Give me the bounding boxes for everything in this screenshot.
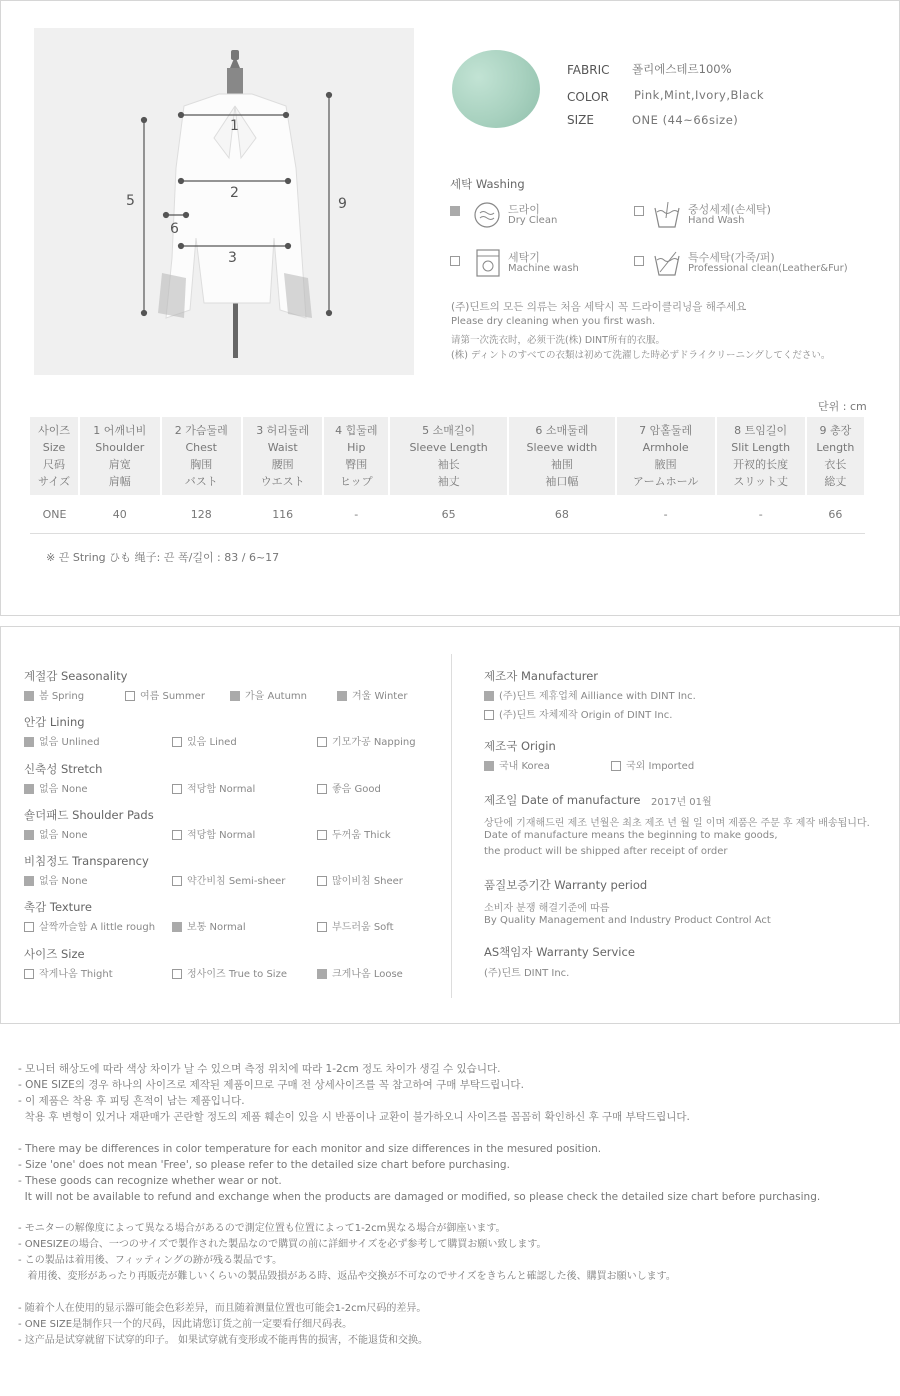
size-label: SIZE xyxy=(567,113,594,127)
warranty-note-ko: 소비자 분쟁 해결기준에 따름 xyxy=(484,903,610,914)
attribute-option xyxy=(172,826,255,841)
checkbox xyxy=(634,206,644,216)
size-value-cell: 68 xyxy=(508,495,616,534)
washing-option-dry-clean xyxy=(450,200,465,219)
attribute-group xyxy=(24,946,444,992)
size-value-cell: 128 xyxy=(161,495,242,534)
checkbox xyxy=(317,969,327,979)
header-line: サイズ xyxy=(37,475,71,488)
footer-line: - 이 제품은 착용 후 피팅 흔적이 남는 제품입니다. xyxy=(18,1095,245,1107)
header-line: 臀围 xyxy=(345,458,368,471)
option-label: 살짝까슬함 A little rough xyxy=(39,922,156,934)
header-line: Armhole xyxy=(642,441,689,454)
hand-wash-ko: 중성세제(손세탁) xyxy=(688,203,771,216)
attribute-option xyxy=(317,918,394,933)
attribute-title: 비침정도 Transparency xyxy=(24,854,149,869)
header-line: 袖围 xyxy=(550,458,573,471)
option-label: (주)딘트 제휴업체 Ailliance with DINT Inc. xyxy=(499,691,696,702)
checkbox xyxy=(317,784,327,794)
dry-clean-ko: 드라이 xyxy=(508,203,540,216)
checkbox xyxy=(24,737,34,747)
washing-option-machine-wash xyxy=(450,250,465,269)
manufacturer-option-origin xyxy=(484,706,672,721)
date-title: 제조일 Date of manufacture xyxy=(484,793,641,807)
origin-option-imported xyxy=(611,757,694,772)
blouse-illustration xyxy=(34,28,414,375)
footer-line: - 随着个人在使用的显示器可能会色彩差异，而且随着测量位置也可能会1-2cm尺码的差异。 xyxy=(18,1303,427,1314)
size-header-cell xyxy=(30,417,79,495)
measure-label-5: 5 xyxy=(126,193,135,209)
footer-line: - Size 'one' does not mean 'Free', so please refer to the detailed size chart before purchasing. xyxy=(18,1159,510,1171)
header-line: 사이즈 xyxy=(38,424,70,437)
as-value: (주)딘트 DINT Inc. xyxy=(484,968,570,979)
attribute-option xyxy=(24,965,113,980)
header-line: 肩宽 xyxy=(108,458,131,471)
footer-line: - モニターの解像度によって異なる場合があるので測定位置も位置によって1-2cm異なる場合が御座います。 xyxy=(18,1223,506,1234)
header-line: バスト xyxy=(184,475,218,488)
dry-clean-en: Dry Clean xyxy=(508,215,558,226)
fabric-label: FABRIC xyxy=(567,63,610,77)
size-header-cell xyxy=(806,417,865,495)
attribute-option xyxy=(24,826,88,841)
option-label: 봄 Spring xyxy=(39,691,85,702)
size-value: ONE (44~66size) xyxy=(632,113,739,127)
option-label: 많이비침 Sheer xyxy=(332,876,403,888)
checkbox xyxy=(317,737,327,747)
option-label: 없음 None xyxy=(39,783,88,795)
attribute-group xyxy=(24,761,444,807)
color-value: Pink,Mint,Ivory,Black xyxy=(634,88,765,102)
date-note-en-1: Date of manufacture means the beginning to make goods, xyxy=(484,830,778,841)
as-title: AS책임자 Warranty Service xyxy=(484,945,635,959)
option-label: 정사이즈 True to Size xyxy=(187,968,287,980)
header-line: Waist xyxy=(267,441,298,454)
footer-line: - この製品は着用後、フィッティングの跡が残る製品です。 xyxy=(18,1255,283,1266)
header-line: 1 어깨너비 xyxy=(93,424,147,437)
panel-divider xyxy=(451,654,452,998)
header-line: 袖丈 xyxy=(437,475,460,488)
footer-en xyxy=(18,1141,888,1205)
checkbox xyxy=(484,710,494,720)
checkbox xyxy=(172,830,182,840)
checkbox xyxy=(24,969,34,979)
footer-ko xyxy=(18,1061,888,1125)
attribute-option xyxy=(317,826,391,841)
header-line: 8 트임길이 xyxy=(734,424,788,437)
size-table xyxy=(30,417,866,534)
size-header-cell xyxy=(161,417,242,495)
size-value-cell: ONE xyxy=(30,495,79,534)
header-line: 开衩的长度 xyxy=(733,458,789,471)
header-line: 肩幅 xyxy=(108,475,131,488)
size-header-cell xyxy=(508,417,616,495)
checkbox xyxy=(125,691,135,701)
washing-option-hand-wash xyxy=(634,200,649,219)
attribute-title: 계절감 Seasonality xyxy=(24,669,128,683)
checkbox xyxy=(484,761,494,771)
attribute-option xyxy=(172,872,285,887)
header-line: Hip xyxy=(347,441,366,454)
header-line: ウエスト xyxy=(260,475,305,488)
checkbox xyxy=(172,876,182,886)
attribute-option xyxy=(24,780,88,795)
checkbox xyxy=(172,969,182,979)
fabric-value: 폴리에스테르100% xyxy=(632,62,732,76)
header-line: 2 가슴둘레 xyxy=(174,424,228,437)
checkbox xyxy=(24,691,34,701)
header-line: 6 소매둘레 xyxy=(535,424,589,437)
attribute-option xyxy=(172,965,287,980)
header-line: 9 총장 xyxy=(819,424,852,437)
size-value-cell: 40 xyxy=(79,495,160,534)
option-label: 가을 Autumn xyxy=(245,691,308,702)
size-value-cell: - xyxy=(616,495,716,534)
size-value-cell: 65 xyxy=(389,495,508,534)
professional-clean-en: Professional clean(Leather&Fur) xyxy=(688,263,848,274)
size-value-cell: 66 xyxy=(806,495,865,534)
washing-note-ko: (주)딘트의 모든 의류는 처음 세탁시 꼭 드라이클리닝을 해주세요 xyxy=(451,301,747,313)
option-label: 국외 Imported xyxy=(626,761,695,772)
footer-line: - ONE SIZE是制作只一个的尺码，因此请您订货之前一定要看仔细尺码表。 xyxy=(18,1319,353,1330)
checkbox xyxy=(24,830,34,840)
washing-title: 세탁 Washing xyxy=(450,177,525,191)
option-label: 적당함 Normal xyxy=(187,829,256,841)
size-table-row xyxy=(30,495,865,534)
warranty-note-en: By Quality Management and Industry Product Control Act xyxy=(484,915,771,926)
attribute-option xyxy=(172,918,246,933)
machine-wash-icon xyxy=(474,248,504,278)
hand-wash-icon xyxy=(652,200,682,230)
footer-line: It will not be available to refund and exchange when the products are damaged or modified, so please check the detailed size chart before purchasing. xyxy=(18,1191,821,1203)
header-line: 胸围 xyxy=(190,458,213,471)
attribute-option xyxy=(317,780,381,795)
checkbox xyxy=(450,206,460,216)
attribute-title: 안감 Lining xyxy=(24,715,85,730)
date-value: 2017년 01월 xyxy=(651,797,712,808)
attribute-title: 촉감 Texture xyxy=(24,900,92,915)
attribute-group xyxy=(24,853,444,899)
header-line: 7 암홀둘레 xyxy=(639,424,693,437)
option-label: 부드러움 Soft xyxy=(332,922,394,934)
attribute-option xyxy=(172,733,237,748)
attribute-option xyxy=(125,687,205,702)
footer-notes xyxy=(18,1061,888,1349)
size-header-cell xyxy=(616,417,716,495)
attribute-title: 신축성 Stretch xyxy=(24,761,103,776)
date-note-en-2: the product will be shipped after receipt of order xyxy=(484,846,728,857)
option-label: (주)딘트 자체제작 Origin of DINT Inc. xyxy=(499,710,673,721)
checkbox xyxy=(337,691,347,701)
footer-line: - ONESIZEの場合、一つのサイズで製作された製品なので購買の前に詳細サイズを必ず参考して購買お願い致します。 xyxy=(18,1239,547,1250)
header-line: 衣长 xyxy=(824,458,847,471)
header-line: Size xyxy=(42,441,66,454)
header-line: Length xyxy=(816,441,855,454)
dry-clean-icon xyxy=(472,200,502,230)
attribute-option xyxy=(317,733,416,748)
size-value-cell: - xyxy=(323,495,389,534)
origin-title: 제조국 Origin xyxy=(484,739,556,753)
header-line: Chest xyxy=(185,441,217,454)
washing-note-en: Please dry cleaning when you first wash. xyxy=(451,316,656,327)
machine-wash-en: Machine wash xyxy=(508,263,579,274)
attribute-group xyxy=(24,668,444,714)
option-label: 보통 Normal xyxy=(187,922,246,934)
checkbox xyxy=(172,784,182,794)
option-label: 기모가공 Napping xyxy=(332,737,416,749)
fabric-swatch xyxy=(452,50,540,128)
footer-line: - 모니터 해상도에 따라 색상 차이가 날 수 있으며 측정 위치에 따라 1-2cm 정도 차이가 생길 수 있습니다. xyxy=(18,1063,501,1075)
machine-wash-ko: 세탁기 xyxy=(508,251,540,264)
header-line: Shoulder xyxy=(95,441,145,454)
option-label: 없음 None xyxy=(39,876,88,888)
size-header-cell xyxy=(242,417,323,495)
option-label: 적당함 Normal xyxy=(187,783,256,795)
footer-line: - ONE SIZE의 경우 하나의 사이즈로 제작된 제품이므로 구매 전 상세사이즈를 꼭 참고하여 구매 부탁드립니다. xyxy=(18,1079,524,1091)
option-label: 두꺼움 Thick xyxy=(332,829,391,841)
checkbox xyxy=(317,830,327,840)
product-figure xyxy=(34,28,414,375)
attribute-option xyxy=(24,872,88,887)
size-header-cell xyxy=(389,417,508,495)
measure-label-1: 1 xyxy=(230,118,239,134)
header-line: スリット丈 xyxy=(733,475,788,488)
footer-line: - These goods can recognize whether wear or not. xyxy=(18,1175,282,1187)
checkbox xyxy=(484,691,494,701)
header-line: Sleeve width xyxy=(526,441,598,454)
footer-ja xyxy=(18,1221,888,1285)
washing-note-zh: 请第一次洗衣时，必须干洗(株) DINT所有的衣服。 xyxy=(451,335,665,346)
checkbox xyxy=(634,256,644,266)
warranty-title: 품질보증기간 Warranty period xyxy=(484,878,648,892)
attribute-option xyxy=(24,733,100,748)
footer-line: - 这产品是试穿就留下试穿的印子。 如果试穿就有变形或不能再售的损害，不能退货和交换。 xyxy=(18,1335,428,1346)
header-line: 総丈 xyxy=(824,475,847,488)
attribute-title: 사이즈 Size xyxy=(24,946,85,961)
footer-line: - There may be differences in color temperature for each monitor and size differences in the mesured position. xyxy=(18,1143,602,1155)
header-line: ヒップ xyxy=(339,475,373,488)
checkbox xyxy=(317,876,327,886)
measure-label-9: 9 xyxy=(338,196,347,212)
manufacturer-option-alliance xyxy=(484,687,696,702)
option-label: 여름 Summer xyxy=(140,691,205,702)
option-label: 있음 Lined xyxy=(187,737,237,749)
option-label: 작게나옴 Thight xyxy=(39,968,113,980)
header-line: 袖长 xyxy=(437,458,460,471)
header-line: 尺码 xyxy=(43,458,66,471)
header-line: 4 힙둘레 xyxy=(335,424,378,437)
checkbox xyxy=(172,737,182,747)
string-note: ※ 끈 String ひも 绳子: 끈 폭/길이 : 83 / 6~17 xyxy=(46,551,280,564)
checkbox xyxy=(24,784,34,794)
checkbox xyxy=(24,922,34,932)
color-label: COLOR xyxy=(567,90,609,104)
washing-option-professional-clean xyxy=(634,250,649,269)
attributes-column xyxy=(24,668,444,992)
attribute-group xyxy=(24,807,444,853)
checkbox xyxy=(230,691,240,701)
header-line: Slit Length xyxy=(731,441,791,454)
attribute-option xyxy=(172,780,255,795)
size-value-cell: 116 xyxy=(242,495,323,534)
measure-label-2: 2 xyxy=(230,185,239,201)
attribute-option xyxy=(337,687,407,702)
footer-line: 착용 후 변형이 있거나 재판매가 곤란할 정도의 제품 훼손이 있을 시 반품이나 교환이 불가하오니 사이즈를 꼼꼼히 확인하신 후 구매 부탁드립니다. xyxy=(18,1111,690,1123)
size-header-cell xyxy=(79,417,160,495)
header-line: 袖口幅 xyxy=(545,475,579,488)
footer-zh xyxy=(18,1301,888,1349)
option-label: 약간비침 Semi-sheer xyxy=(187,876,286,888)
manufacturer-title: 제조자 Manufacturer xyxy=(484,669,599,683)
attribute-option xyxy=(230,687,307,702)
option-label: 국내 Korea xyxy=(499,761,550,772)
header-line: 腰围 xyxy=(271,458,294,471)
checkbox xyxy=(450,256,460,266)
option-label: 겨울 Winter xyxy=(352,691,408,702)
unit-label: 단위 : cm xyxy=(818,400,867,413)
attribute-group xyxy=(24,714,444,760)
header-line: 5 소매길이 xyxy=(422,424,476,437)
origin-option-korea xyxy=(484,757,550,772)
attribute-group xyxy=(24,899,444,945)
attribute-option xyxy=(317,965,403,980)
hand-wash-en: Hand Wash xyxy=(688,215,745,226)
checkbox xyxy=(317,922,327,932)
washing-note-ja: (株) ディントのすべての衣類は初めて洗濯した時必ずドライクリーニングしてください。 xyxy=(451,350,831,361)
header-line: 腋围 xyxy=(654,458,677,471)
size-value-cell: - xyxy=(716,495,806,534)
attribute-title: 숄더패드 Shoulder Pads xyxy=(24,807,154,822)
checkbox xyxy=(24,876,34,886)
professional-clean-ko: 특수세탁(가죽/퍼) xyxy=(688,251,775,264)
checkbox xyxy=(172,922,182,932)
option-label: 없음 None xyxy=(39,829,88,841)
option-label: 좋음 Good xyxy=(332,783,381,795)
header-line: 3 허리둘레 xyxy=(256,424,310,437)
footer-line: 着用後、変形があったり再販売が難しいくらいの製品毀損がある時、返品や交換が不可なのでサイズをきちんと確認した後、購買お願いします。 xyxy=(18,1271,676,1282)
option-label: 없음 Unlined xyxy=(39,737,100,749)
professional-clean-icon xyxy=(652,248,682,278)
date-note-ko: 상단에 기재해드린 제조 년월은 최초 제조 년 월 일 이며 제품은 주문 후 제작 배송됩니다. xyxy=(484,818,870,829)
header-line: Sleeve Length xyxy=(409,441,488,454)
attribute-option xyxy=(24,687,84,702)
size-header-cell xyxy=(716,417,806,495)
measure-label-3: 3 xyxy=(228,250,237,266)
option-label: 크게나옴 Loose xyxy=(332,968,403,980)
header-line: アームホール xyxy=(632,475,699,488)
attribute-option xyxy=(317,872,403,887)
attribute-option xyxy=(24,918,155,933)
size-header-cell xyxy=(323,417,389,495)
size-table-header xyxy=(30,417,865,495)
measure-label-6: 6 xyxy=(170,221,179,237)
checkbox xyxy=(611,761,621,771)
